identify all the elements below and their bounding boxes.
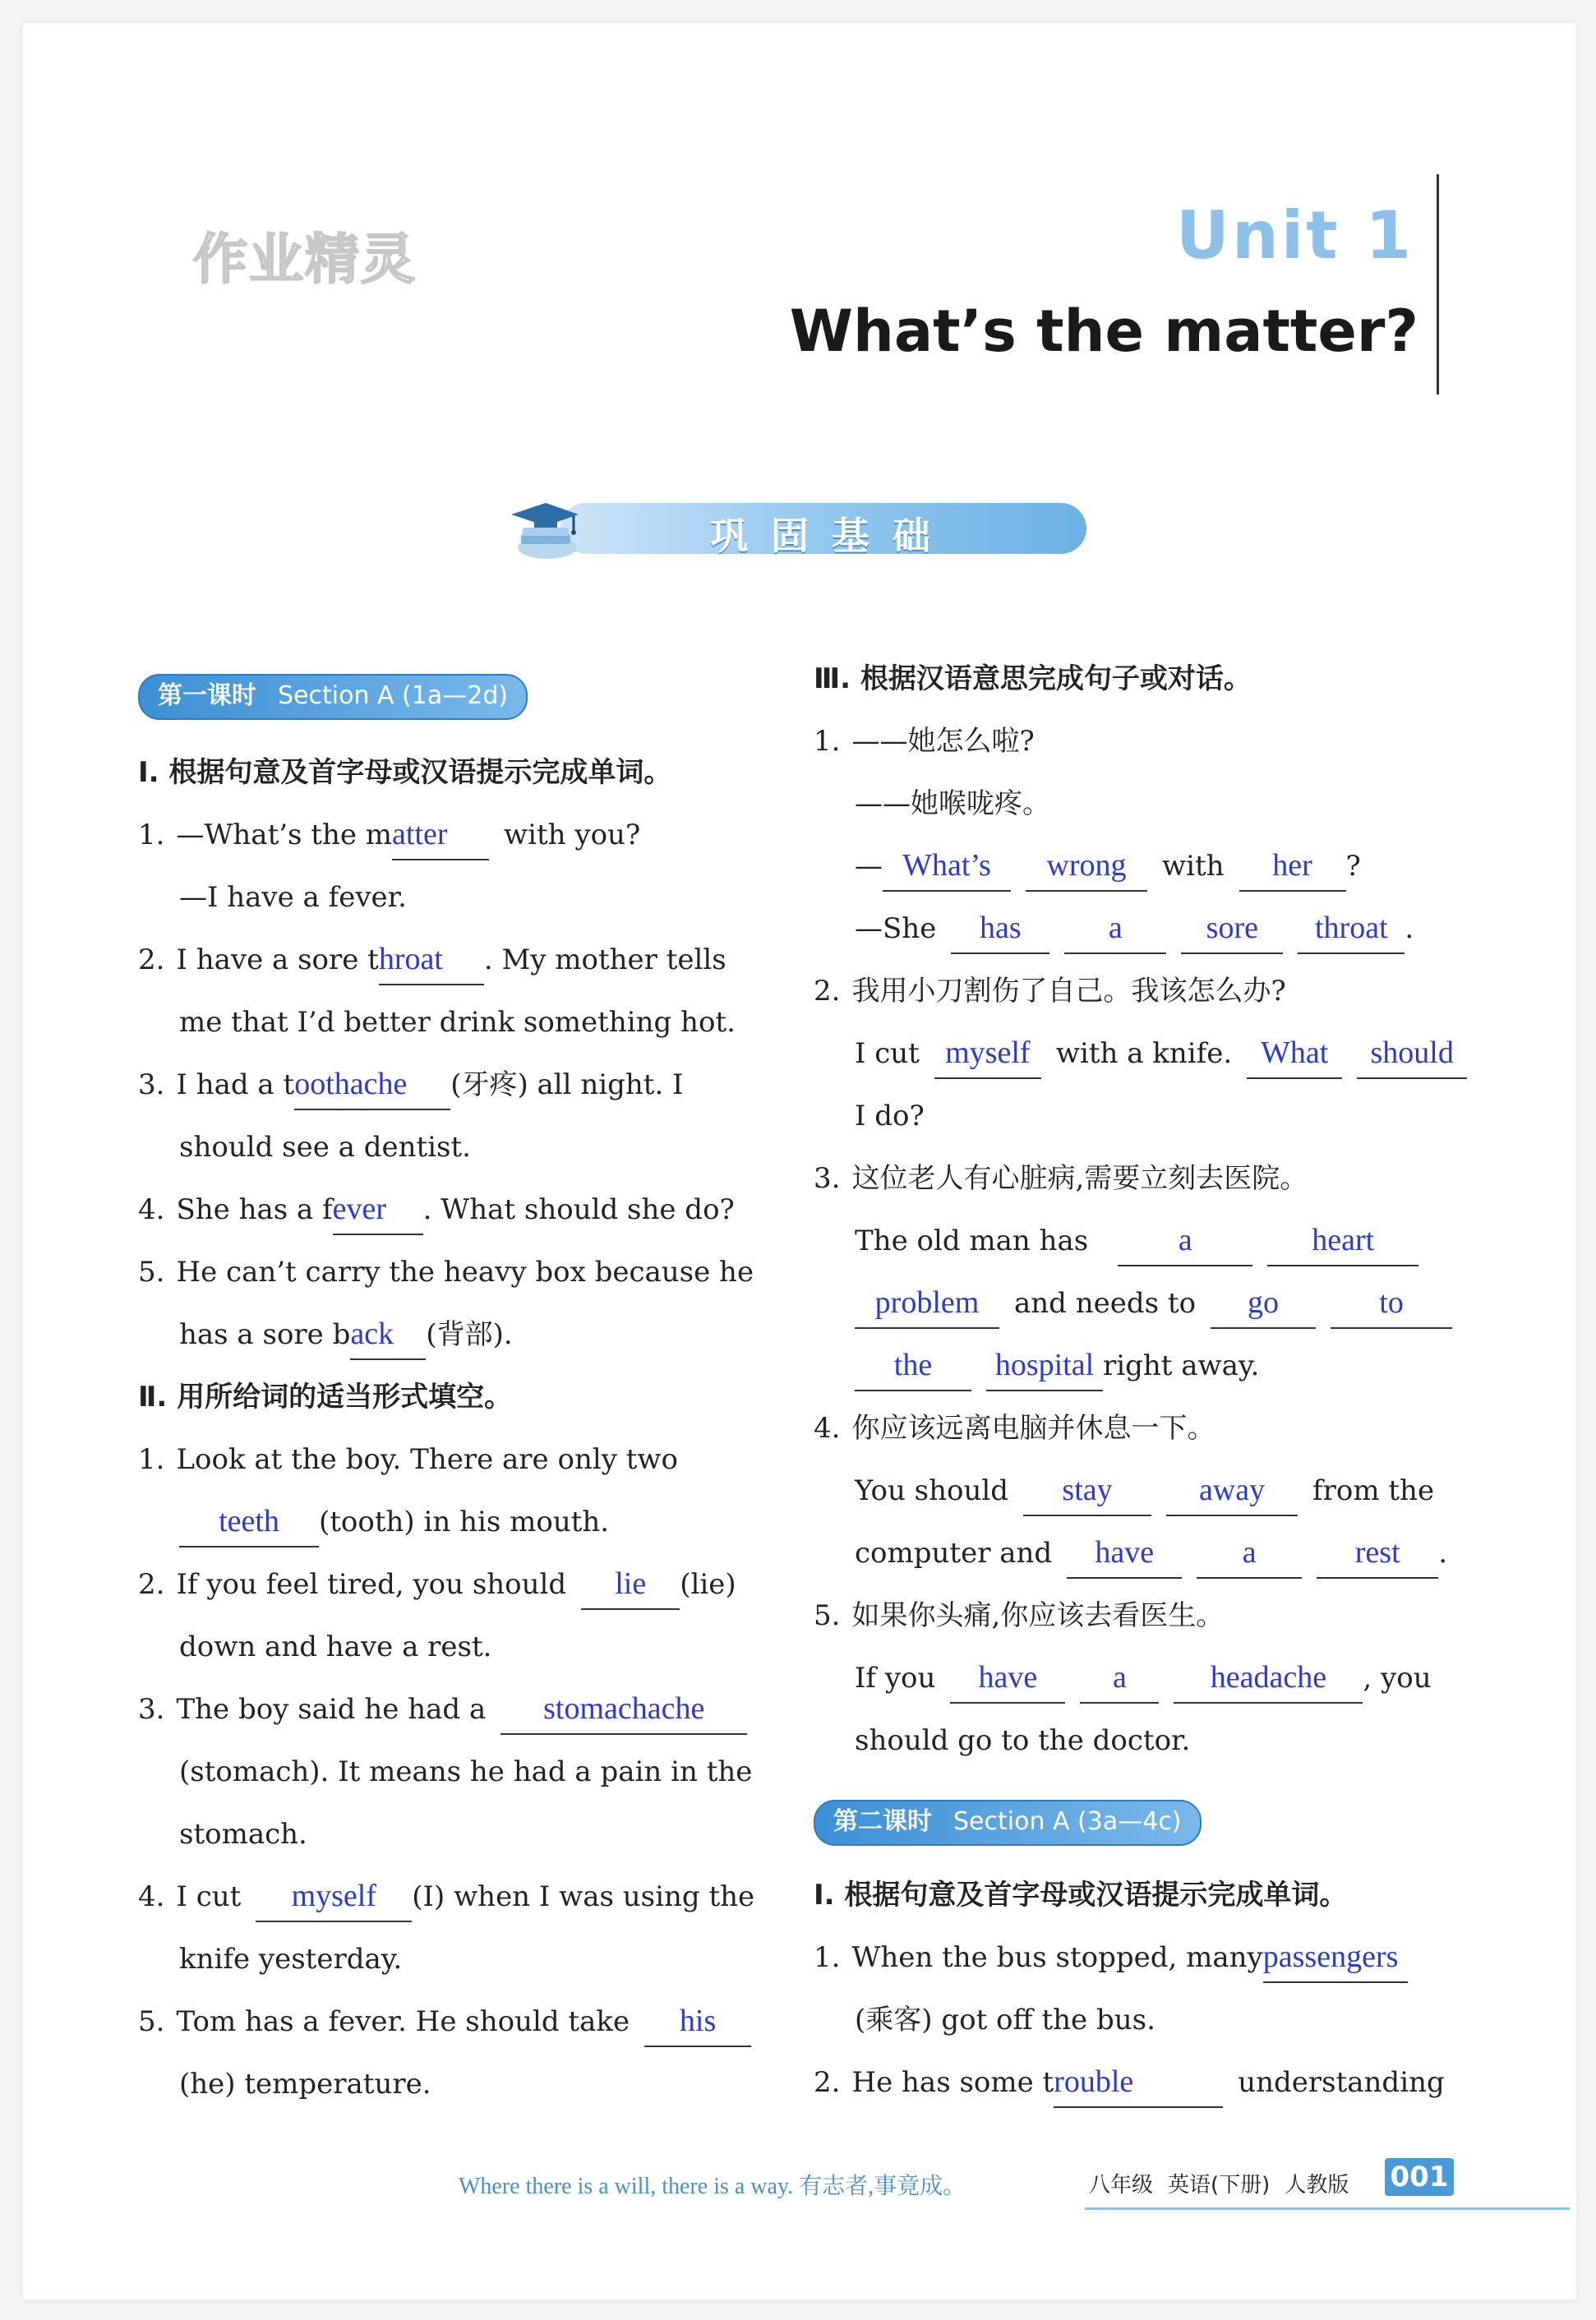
question-3-1-c xyxy=(855,835,1488,897)
question-5-cont xyxy=(179,1303,812,1366)
lesson-2-label: 第二课时 xyxy=(833,1807,932,1836)
question-text: understanding xyxy=(1238,2066,1445,2099)
question-2-2-cont: down and have a rest. xyxy=(179,1630,492,1663)
question-text: The boy said he had a xyxy=(176,1693,487,1726)
question-3-1 xyxy=(814,710,1446,773)
question-text: (背部). xyxy=(426,1318,513,1351)
question-3-3-b xyxy=(855,1210,1488,1272)
footer-edition: 人教版 xyxy=(1285,2173,1349,2198)
question-3-cont: should see a dentist. xyxy=(179,1131,471,1164)
question-text: with you? xyxy=(504,819,641,851)
question-text: —What’s the m xyxy=(176,819,393,851)
section-banner xyxy=(503,498,1088,557)
answer-blank[interactable]: has xyxy=(951,903,1049,954)
question-3-1-b: ——她喉咙疼。 xyxy=(855,787,1050,820)
answer-blank[interactable]: atter xyxy=(392,809,489,860)
question-text: He can’t carry the heavy box because he xyxy=(176,1256,754,1289)
part-3-heading: Ⅲ. 根据汉语意思完成句子或对话。 xyxy=(814,662,1252,695)
question-number: 1. xyxy=(814,1941,841,1974)
question-2-3 xyxy=(138,1678,771,1741)
banner-title: 巩固基础 xyxy=(710,514,953,558)
answer-blank[interactable]: a xyxy=(1064,903,1166,954)
question-number: 2. xyxy=(138,1568,165,1601)
question-text: He has some t xyxy=(851,2066,1054,2099)
answer-blank[interactable]: myself xyxy=(934,1028,1041,1079)
question-number: 3. xyxy=(138,1068,165,1101)
question-text: and needs to xyxy=(1014,1287,1197,1320)
part-1-heading-lesson-2: Ⅰ. 根据句意及首字母或汉语提示完成单词。 xyxy=(814,1879,1348,1912)
answer-blank[interactable]: go xyxy=(1211,1278,1316,1329)
question-text: I cut xyxy=(176,1880,242,1913)
question-4 xyxy=(138,1178,771,1241)
answer-blank[interactable]: heart xyxy=(1267,1215,1418,1266)
part-1-heading: Ⅰ. 根据句意及首字母或汉语提示完成单词。 xyxy=(138,756,672,789)
question-3-5-c: should go to the doctor. xyxy=(855,1724,1191,1757)
answer-blank[interactable]: problem xyxy=(855,1278,999,1329)
answer-blank[interactable]: rest xyxy=(1317,1528,1438,1579)
question-text: . xyxy=(1405,912,1414,945)
footer-grade: 八年级 xyxy=(1089,2173,1154,2198)
question-5 xyxy=(138,1241,771,1303)
question-text: (tooth) in his mouth. xyxy=(319,1506,610,1538)
lesson-2-pill xyxy=(814,1800,1202,1846)
question-text: — xyxy=(855,850,883,883)
question-text: . My mother tells xyxy=(483,943,727,976)
question-text: 这位老人有心脏病,需要立刻去医院。 xyxy=(851,1162,1308,1195)
question-number: 4. xyxy=(138,1193,165,1226)
question-text: (牙疼) all night. I xyxy=(450,1068,684,1101)
unit-label: Unit 1 xyxy=(1175,197,1414,274)
footer-rule xyxy=(1085,2207,1570,2210)
answer-blank[interactable]: stay xyxy=(1023,1465,1151,1516)
answer-blank[interactable]: her xyxy=(1239,841,1346,892)
answer-blank[interactable]: lie xyxy=(581,1559,680,1610)
part-2-heading: Ⅱ. 用所给词的适当形式填空。 xyxy=(138,1381,513,1414)
answer-blank[interactable]: ever xyxy=(333,1184,423,1235)
question-3 xyxy=(138,1054,771,1116)
answer-blank[interactable]: teeth xyxy=(179,1497,319,1547)
question-number: 1. xyxy=(814,725,841,758)
question-2-3-cont2: stomach. xyxy=(179,1818,307,1851)
lesson-1-pill xyxy=(138,674,528,720)
answer-blank[interactable]: a xyxy=(1080,1653,1159,1704)
question-3-5-b xyxy=(855,1647,1488,1709)
question-1 xyxy=(138,804,771,866)
question-text: (I) when I was using the xyxy=(412,1880,755,1913)
question-text: with a knife. xyxy=(1055,1037,1233,1070)
answer-blank[interactable]: away xyxy=(1166,1465,1298,1516)
answer-blank[interactable]: should xyxy=(1357,1028,1467,1079)
answer-blank[interactable]: his xyxy=(644,1996,751,2047)
footer-subject: 英语(下册) xyxy=(1168,2173,1271,2198)
question-3-3-d xyxy=(855,1335,1488,1397)
unit-title: What’s the matter? xyxy=(789,297,1418,365)
question-number: 2. xyxy=(814,975,841,1008)
question-1-reply: —I have a fever. xyxy=(179,881,407,914)
answer-blank[interactable]: to xyxy=(1331,1278,1452,1329)
question-2-4 xyxy=(138,1866,771,1928)
page-number: 001 xyxy=(1385,2158,1454,2196)
question-3-3 xyxy=(814,1147,1446,1210)
answer-blank[interactable]: rouble xyxy=(1054,2057,1223,2108)
watermark-logo: 作业精灵 xyxy=(193,228,417,291)
question-text: —She xyxy=(855,912,937,945)
question-number: 3. xyxy=(814,1162,841,1195)
question-text: (lie) xyxy=(680,1568,736,1601)
question-text: I had a t xyxy=(176,1068,295,1101)
question-number: 3. xyxy=(138,1693,165,1726)
answer-blank[interactable]: hospital xyxy=(986,1340,1103,1391)
question-text: I cut xyxy=(855,1037,920,1070)
question-number: 4. xyxy=(814,1412,841,1445)
question-3-2-c: I do? xyxy=(855,1100,925,1132)
question-2 xyxy=(138,929,771,991)
answer-blank[interactable]: oothache xyxy=(294,1059,450,1110)
answer-blank[interactable]: have xyxy=(1067,1528,1182,1579)
answer-blank[interactable]: throat xyxy=(1298,903,1405,954)
lesson-1-section: Section A (1a—2d) xyxy=(278,681,509,710)
question-text: 如果你头痛,你应该去看医生。 xyxy=(851,1599,1225,1632)
lesson-2-section: Section A (3a—4c) xyxy=(953,1807,1182,1836)
question-3-4 xyxy=(814,1397,1446,1460)
question-text: Tom has a fever. He should take xyxy=(176,2005,630,2038)
answer-blank[interactable]: What’s xyxy=(883,841,1011,892)
answer-blank[interactable]: What xyxy=(1247,1028,1342,1079)
question-2-1 xyxy=(138,1428,771,1491)
graduation-cap-icon xyxy=(503,498,582,562)
answer-blank[interactable]: passengers xyxy=(1263,1932,1408,1983)
question-2-5-cont: (he) temperature. xyxy=(179,2068,431,2101)
question-3-2 xyxy=(814,960,1446,1022)
answer-blank[interactable]: a xyxy=(1118,1215,1252,1266)
question-3-3-c xyxy=(855,1272,1488,1335)
question-text: . xyxy=(1438,1537,1448,1570)
question-text: from the xyxy=(1312,1474,1435,1507)
question-number: 5. xyxy=(814,1599,841,1632)
question-number: 2. xyxy=(814,2066,841,2099)
question-3-5 xyxy=(814,1584,1446,1647)
question-l2-1-cont: (乘客) got off the bus. xyxy=(855,2004,1155,2036)
question-l2-1 xyxy=(814,1926,1446,1989)
question-text: computer and xyxy=(855,1537,1053,1570)
question-3-4-c xyxy=(855,1522,1488,1584)
question-2-cont: me that I’d better drink something hot. xyxy=(179,1006,736,1039)
question-text: If you xyxy=(855,1662,936,1695)
footer-info xyxy=(1089,2168,1363,2198)
answer-blank[interactable]: have xyxy=(950,1653,1065,1704)
question-text: 我用小刀割伤了自己。我该怎么办? xyxy=(851,975,1286,1008)
question-text: I have a sore t xyxy=(176,943,379,976)
question-3-4-b xyxy=(855,1460,1488,1522)
question-3-1-d xyxy=(855,897,1488,960)
question-text: If you feel tired, you should xyxy=(176,1568,567,1601)
answer-blank[interactable]: headache xyxy=(1174,1653,1363,1704)
question-text: She has a f xyxy=(176,1193,333,1226)
question-l2-2 xyxy=(814,2051,1446,2114)
question-text: ? xyxy=(1345,850,1361,883)
answer-blank[interactable]: stomachache xyxy=(500,1684,747,1735)
question-2-1-cont xyxy=(179,1491,812,1553)
question-2-4-cont: knife yesterday. xyxy=(179,1943,403,1976)
question-text: ——她怎么啦? xyxy=(851,725,1035,758)
question-number: 2. xyxy=(138,943,165,976)
question-text: right away. xyxy=(1103,1349,1260,1382)
question-text: . What should she do? xyxy=(422,1193,735,1226)
question-text: The old man has xyxy=(855,1225,1089,1257)
answer-blank[interactable]: myself xyxy=(256,1871,412,1922)
question-number: 5. xyxy=(138,1256,165,1289)
lesson-1-label: 第一课时 xyxy=(158,681,256,710)
answer-blank[interactable]: sore xyxy=(1181,903,1283,954)
answer-blank[interactable]: ack xyxy=(350,1309,426,1360)
question-number: 1. xyxy=(138,1443,165,1476)
question-3-2-b xyxy=(855,1022,1488,1085)
question-text: has a sore b xyxy=(179,1318,351,1351)
question-2-5 xyxy=(138,1990,771,2053)
answer-blank[interactable]: wrong xyxy=(1026,841,1147,892)
question-text: Look at the boy. There are only two xyxy=(176,1443,678,1476)
question-number: 1. xyxy=(138,819,165,851)
question-number: 4. xyxy=(138,1880,165,1913)
question-text: with xyxy=(1162,850,1225,883)
question-text: When the bus stopped, many xyxy=(851,1941,1263,1974)
answer-blank[interactable]: the xyxy=(855,1340,971,1391)
answer-blank[interactable]: a xyxy=(1197,1528,1302,1579)
title-divider xyxy=(1437,174,1439,394)
question-2-3-cont: (stomach). It means he had a pain in the xyxy=(179,1755,753,1788)
footer-motto: Where there is a will, there is a way. 有志者,事竟成。 xyxy=(459,2174,966,2199)
question-text: , you xyxy=(1363,1662,1432,1695)
question-text: 你应该远离电脑并休息一下。 xyxy=(851,1412,1215,1445)
question-text: You should xyxy=(855,1474,1009,1507)
question-number: 5. xyxy=(138,2005,165,2038)
question-2-2 xyxy=(138,1553,771,1616)
answer-blank[interactable]: hroat xyxy=(379,934,484,985)
